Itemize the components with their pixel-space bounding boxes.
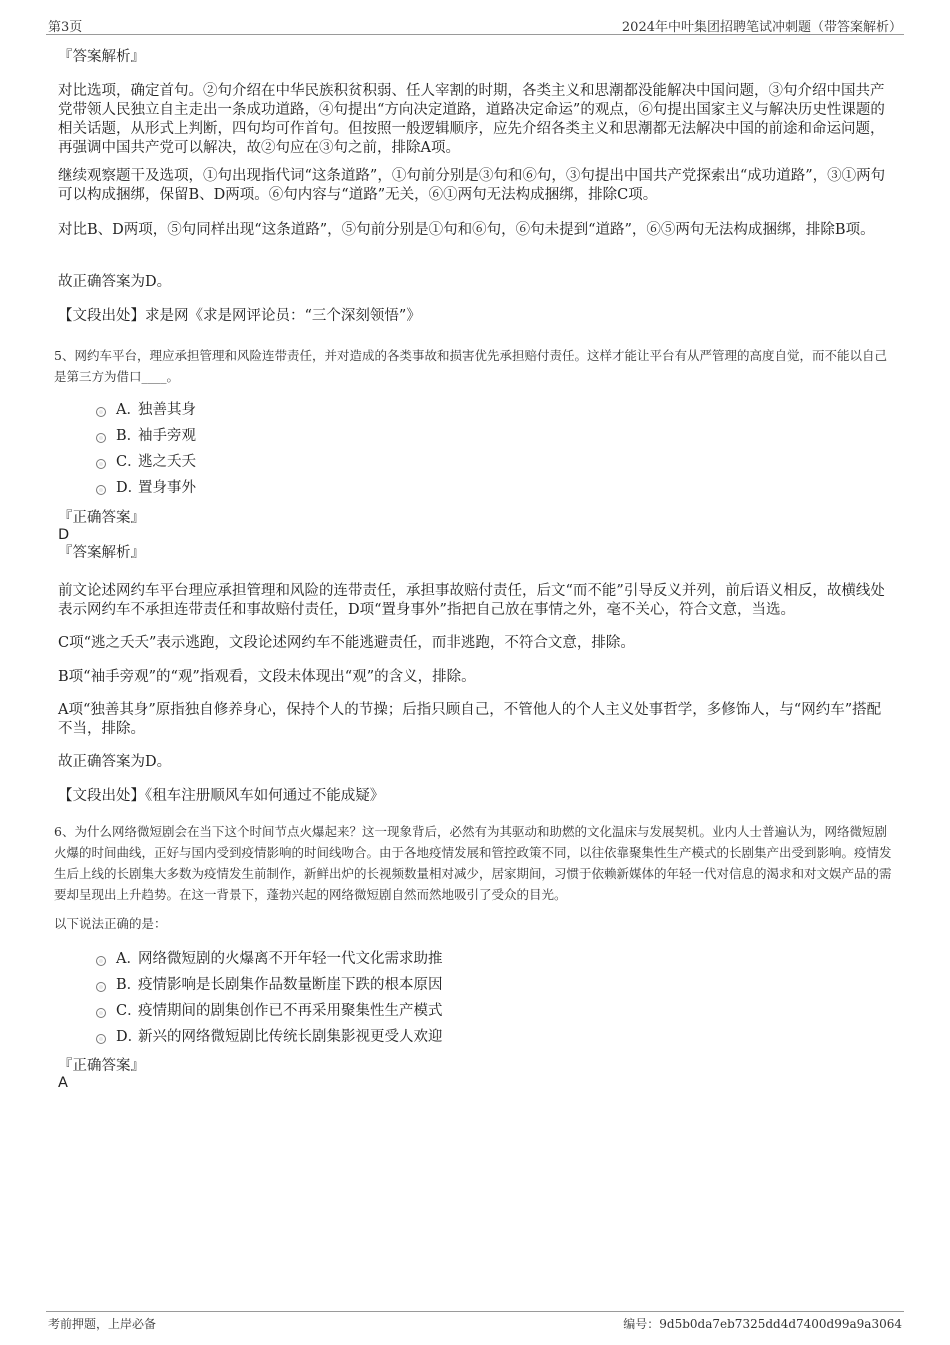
radio-button-icon[interactable] [96, 956, 106, 966]
q4-conclusion: 故正确答案为D。 [58, 274, 172, 290]
q5-answer [58, 509, 894, 562]
q5-paragraph: A项“独善其身”原指独自修养身心，保持个人的节操；后指只顾自己，不管他人的个人主义处事哲学，多修饰人，与“网约车”搭配不当，排除。 [58, 702, 882, 737]
footer-slogan: 考前押题，上岸必备 [48, 1317, 157, 1331]
radio-button-icon[interactable] [96, 407, 106, 417]
q6-option-c[interactable]: C．疫情期间的剧集创作已不再采用聚集性生产模式 [58, 998, 894, 1024]
q6-option-d[interactable]: D．新兴的网络微短剧比传统长剧集影视更受人欢迎 [58, 1024, 894, 1050]
q6-options [58, 946, 894, 1050]
q5-option-a[interactable]: A．独善其身 [58, 397, 894, 423]
q4-paragraph: 对比选项，确定首句。②句介绍在中华民族积贫积弱、任人宰割的时期，各类主义和思潮都没能解决中国问题，③句介绍中国共产党带领人民独立自主走出一条成功道路，④句提出“方向决定道路，道路决定命运”的观点，⑥句提出国家主义与解决历史性课题的相关话题，从形式上判断，四句均可作首句。但按照一般逻辑顺序，应先介绍各类主义和思潮都无法解决中国的前途和命运问题，再强调中国共产党可以解决，故②句应在③句之前，排除A项。 [58, 83, 885, 156]
analysis-label: 『答案解析』 [58, 545, 145, 561]
answer-label: 『正确答案』 [58, 510, 145, 526]
q6-prompt: 以下说法正确的是： [54, 916, 167, 931]
q5-option-c[interactable]: C．逃之夭夭 [58, 449, 894, 475]
document-code: 编号：9d5b0da7eb7325dd4d7400d99a9a3064 [623, 1317, 902, 1331]
q5-paragraph: 前文论述网约车平台理应承担管理和风险的连带责任，承担事故赔付责任，后文“而不能”引导反义并列，前后语义相反，故横线处表示网约车不承担连带责任和事故赔付责任，D项“置身事外”指把自己放在事情之外，毫不关心，符合文意，当选。 [58, 583, 885, 618]
page-number: 第3页 [48, 20, 83, 35]
q6-option-a[interactable]: A．网络微短剧的火爆离不开年轻一代文化需求助推 [58, 946, 894, 972]
radio-button-icon[interactable] [96, 433, 106, 443]
analysis-label: 『答案解析』 [58, 49, 145, 65]
q5-paragraph: B项“袖手旁观”的“观”指观看，文段未体现出“观”的含义，排除。 [58, 669, 476, 685]
answer-label: 『正确答案』 [58, 1058, 145, 1074]
q6-stem: 6、为什么网络微短剧会在当下这个时间节点火爆起来？这一现象背后，必然有为其驱动和助燃的文化温床与发展契机。业内人士普遍认为，网络微短剧火爆的时间曲线，正好与国内受到疫情影响的时间线吻合。由于各地疫情发展和管控政策不同，以往依靠聚集性生产模式的长剧集产出受到影响。疫情发生后上线的长剧集大多数为疫情发生前制作，新鲜出炉的长视频数量相对减少，居家期间，习惯于依赖新媒体的年轻一代对信息的渴求和对文娱产品的需要却呈现出上升趋势。在这一背景下，蓬勃兴起的网络微短剧自然而然地吸引了受众的目光。 [54, 824, 892, 902]
answer-value: A [58, 1075, 68, 1091]
document-title: 2024年中叶集团招聘笔试冲刺题（带答案解析） [621, 20, 902, 35]
q5-options [58, 397, 894, 501]
q4-paragraph: 继续观察题干及选项，①句出现指代词“这条道路”，①句前分别是③句和⑥句，③句提出中国共产党探索出“成功道路”，③①两句可以构成捆绑，保留B、D两项。⑥句内容与“道路”无关，⑥①两句无法构成捆绑，排除C项。 [58, 168, 886, 203]
radio-button-icon[interactable] [96, 459, 106, 469]
q6-option-b[interactable]: B．疫情影响是长剧集作品数量断崖下跌的根本原因 [58, 972, 894, 998]
radio-button-icon[interactable] [96, 485, 106, 495]
radio-button-icon[interactable] [96, 1034, 106, 1044]
radio-button-icon[interactable] [96, 1008, 106, 1018]
q5-stem: 5、网约车平台，理应承担管理和风险连带责任，并对造成的各类事故和损害优先承担赔付责任。这样才能让平台有从严管理的高度自觉，而不能以自己是第三方为借口____。 [54, 348, 887, 384]
q4-paragraph: 对比B、D两项，⑤句同样出现“这条道路”，⑤句前分别是①句和⑥句，⑥句未提到“道路”，⑥⑤两句无法构成捆绑，排除B项。 [58, 222, 875, 238]
q5-option-d[interactable]: D．置身事外 [58, 475, 894, 501]
answer-value: D [58, 527, 70, 543]
q5-conclusion: 故正确答案为D。 [58, 754, 172, 770]
page-header [46, 14, 904, 35]
q5-paragraph: C项“逃之夭夭”表示逃跑，文段论述网约车不能逃避责任，而非逃跑，不符合文意，排除。 [58, 635, 635, 651]
radio-button-icon[interactable] [96, 982, 106, 992]
q6-answer [58, 1057, 894, 1092]
q5-source: 【文段出处】《租车注册顺风车如何通过不能成疑》 [58, 788, 385, 804]
q5-option-b[interactable]: B．袖手旁观 [58, 423, 894, 449]
q4-source: 【文段出处】求是网《求是网评论员：“三个深刻领悟”》 [58, 308, 421, 324]
q4-analysis [58, 48, 894, 66]
page-footer [46, 1311, 904, 1332]
